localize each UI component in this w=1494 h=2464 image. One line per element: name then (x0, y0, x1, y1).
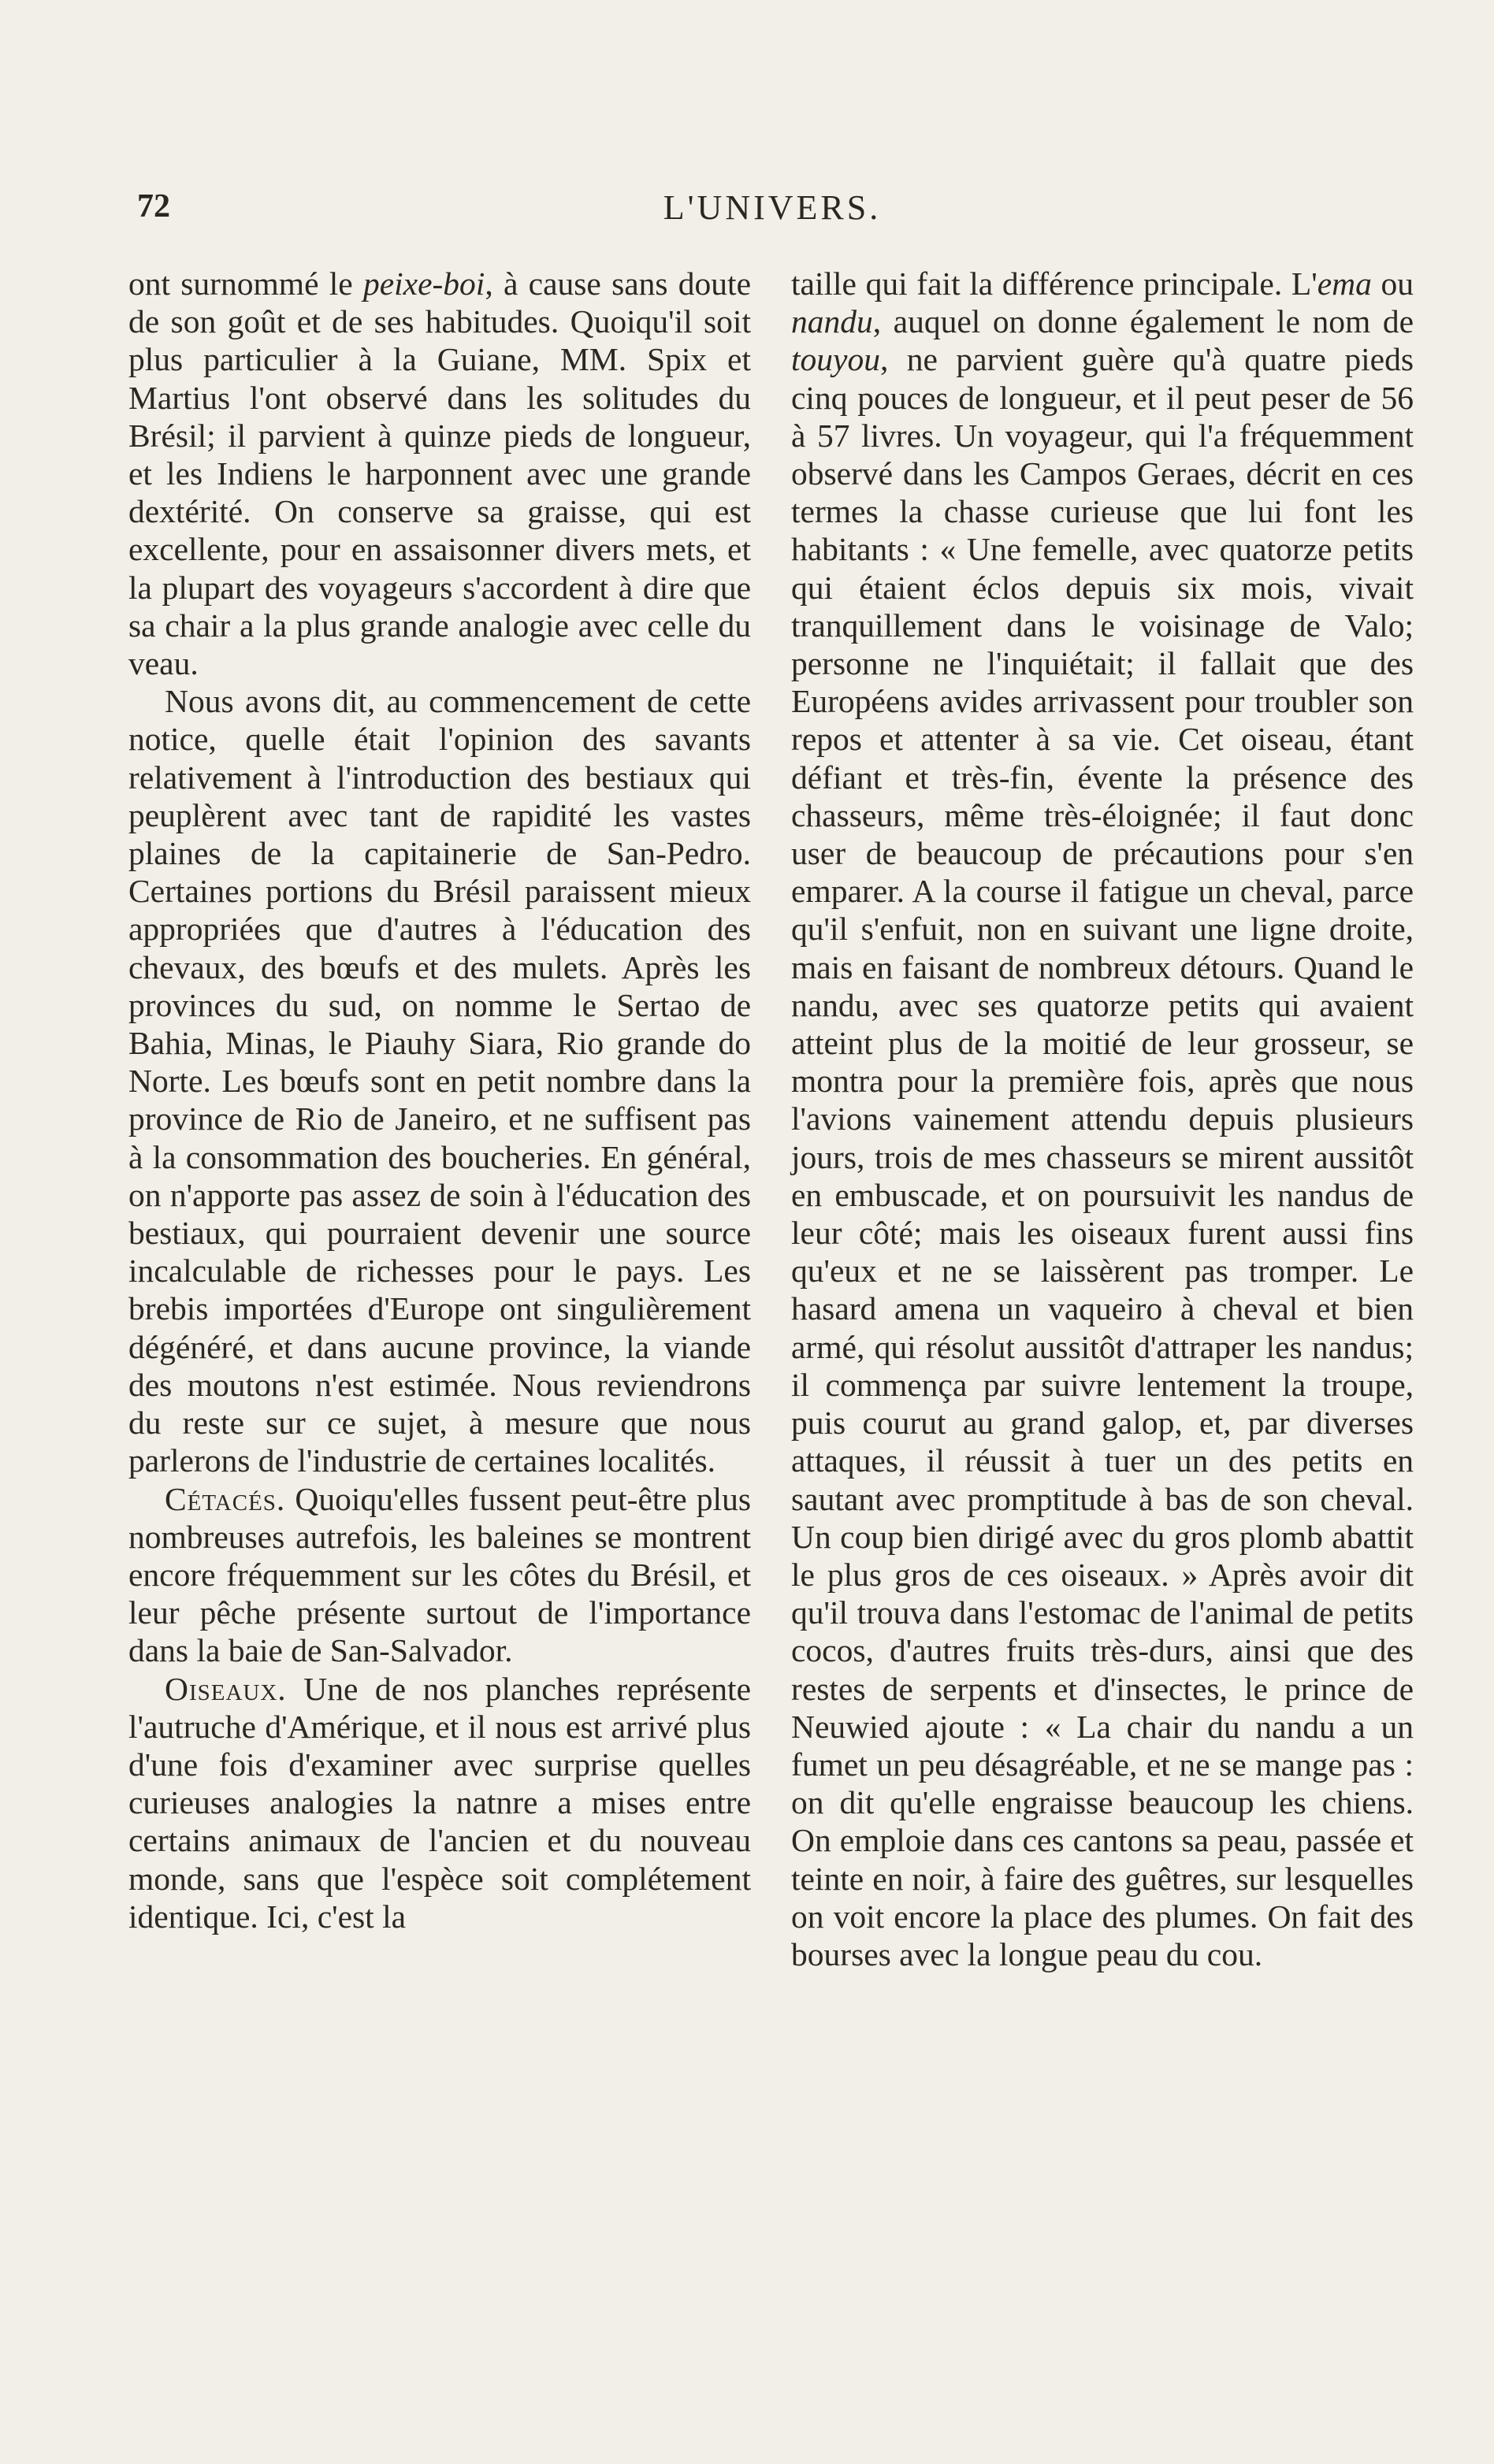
paragraph-oiseaux (128, 1670, 751, 1935)
paragraph-lamantin (128, 265, 751, 682)
italic-term: touyou (791, 341, 880, 378)
italic-term: peixe-boi (362, 265, 485, 302)
paragraph-text: ou (1371, 265, 1414, 302)
paragraph-nandu (791, 265, 1414, 1973)
section-heading-oiseaux: Oiseaux. (165, 1670, 287, 1707)
paragraph-bestiaux: Nous avons dit, au commencement de cette notice, quelle était l'opinion des savants relativement à l'introduction des bestiaux qui peuplèrent avec tant de rapidité les vastes plaines de la capitainerie de San-Pedro. Certaines portions du Brésil paraissent mieux appropriées que d'autres à l'éducation des chevaux, des bœufs et des mulets. Après les provinces du sud, on nomme le Sertao de Bahia, Minas, le Piauhy Siara, Rio grande do Norte. Les bœufs sont en petit nombre dans la province de Rio de Janeiro, et ne suffisent pas à la consommation des boucheries. En général, on n'apporte pas assez de soin à l'éducation des bestiaux, qui pourraient devenir une source incalculable de richesses pour le pays. Les brebis importées d'Europe ont singulièrement dégénéré, et dans aucune province, la viande des moutons n'est estimée. Nous reviendrons du reste sur ce sujet, à mesure que nous parlerons de l'industrie de certaines localités. (128, 683, 751, 1479)
paragraph-text: ont surnommé le (128, 265, 363, 302)
paragraph-text: , auquel on donne également le nom de (872, 303, 1414, 340)
paragraph-text: taille qui fait la différence principale. L' (791, 265, 1317, 302)
italic-term: nandu (791, 303, 873, 340)
page-header (126, 187, 1418, 235)
paragraph-text: , à cause sans doute de son goût et de ses habitudes. Quoiqu'il soit plus particulier à la Guiane, MM. Spix et Martius l'ont observé dans les solitudes du Brésil; il parvient à quinze pieds de longueur, et les Indiens le harponnent avec une grande dextérité. On conserve sa graisse, qui est excellente, pour en assaisonner divers mets, et la plupart des voyageurs s'accordent à dire que sa chair a la plus grande analogie avec celle du veau. (128, 265, 751, 682)
section-heading-cetaces: Cétacés. (165, 1480, 286, 1517)
italic-term: ema (1317, 265, 1372, 302)
running-title: L'UNIVERS. (663, 188, 882, 227)
right-column (791, 265, 1414, 2313)
left-column (128, 265, 751, 2313)
paragraph-text: , ne parvient guère qu'à quatre pieds cinq pouces de longueur, et il peut peser de 56 à 57 livres. Un voyageur, qui l'a fréquemment observé dans les Campos Geraes, décrit en ces termes la chasse curieuse que lui font les habitants : « Une femelle, avec quatorze petits qui étaient éclos depuis six mois, vivait tranquillement dans le voisinage de Valo; personne ne l'inquiétait; il fallait que des Européens avides arrivassent pour troubler son repos et attenter à sa vie. Cet oiseau, étant défiant et très-fin, évente la présence des chasseurs, même très-éloignée; il faut donc user de beaucoup de précautions pour s'en emparer. A la course il fatigue un cheval, parce qu'il s'enfuit, non en suivant une ligne droite, mais en faisant de nombreux détours. Quand le nandu, avec ses quatorze petits qui avaient atteint plus de la moitié de leur grosseur, se montra pour la première fois, après que nous l'avions vainement attendu depuis plusieurs jours, trois de mes chasseurs se mirent aussitôt en embuscade, et on poursuivit les nandus de leur côté; mais les oiseaux furent aussi fins qu'eux et ne se laissèrent pas tromper. Le hasard amena un vaqueiro à cheval et bien armé, qui résolut aussitôt d'attraper les nandus; il commença par suivre lentement la troupe, puis courut au grand galop, et, par diverses attaques, il réussit à tuer un des petits en sautant avec promptitude à bas de son cheval. Un coup bien dirigé avec du gros plomb abattit le plus gros de ces oiseaux. » Après avoir dit qu'il trouva dans l'estomac de l'animal de petits cocos, d'autres fruits très-durs, ainsi que des restes de serpents et d'insectes, le prince de Neuwied ajoute : « La chair du nandu a un fumet un peu désagréable, et ne se mange pas : on dit qu'elle engraisse beaucoup les chiens. On emploie dans ces cantons sa peau, passée et teinte en noir, à faire des guêtres, sur lesquelles on voit encore la place des plumes. On fait des bourses avec la longue peau du cou. (791, 341, 1414, 1972)
paragraph-cetaces (128, 1480, 751, 1670)
paragraph-text: Quoiqu'elles fussent peut-être plus nombreuses autrefois, les baleines se montrent encore fréquemment sur les côtes du Brésil, et leur pêche présente surtout de l'importance dans la baie de San-Salvador. (128, 1480, 751, 1669)
page-number: 72 (137, 188, 170, 225)
paragraph-text: Une de nos planches représente l'autruche d'Amérique, et il nous est arrivé plus d'une fois d'examiner avec surprise quelles curieuses analogies la natnre a mises entre certains animaux de l'ancien et du nouveau monde, sans que l'espèce soit complétement identique. Ici, c'est la (128, 1670, 751, 1935)
